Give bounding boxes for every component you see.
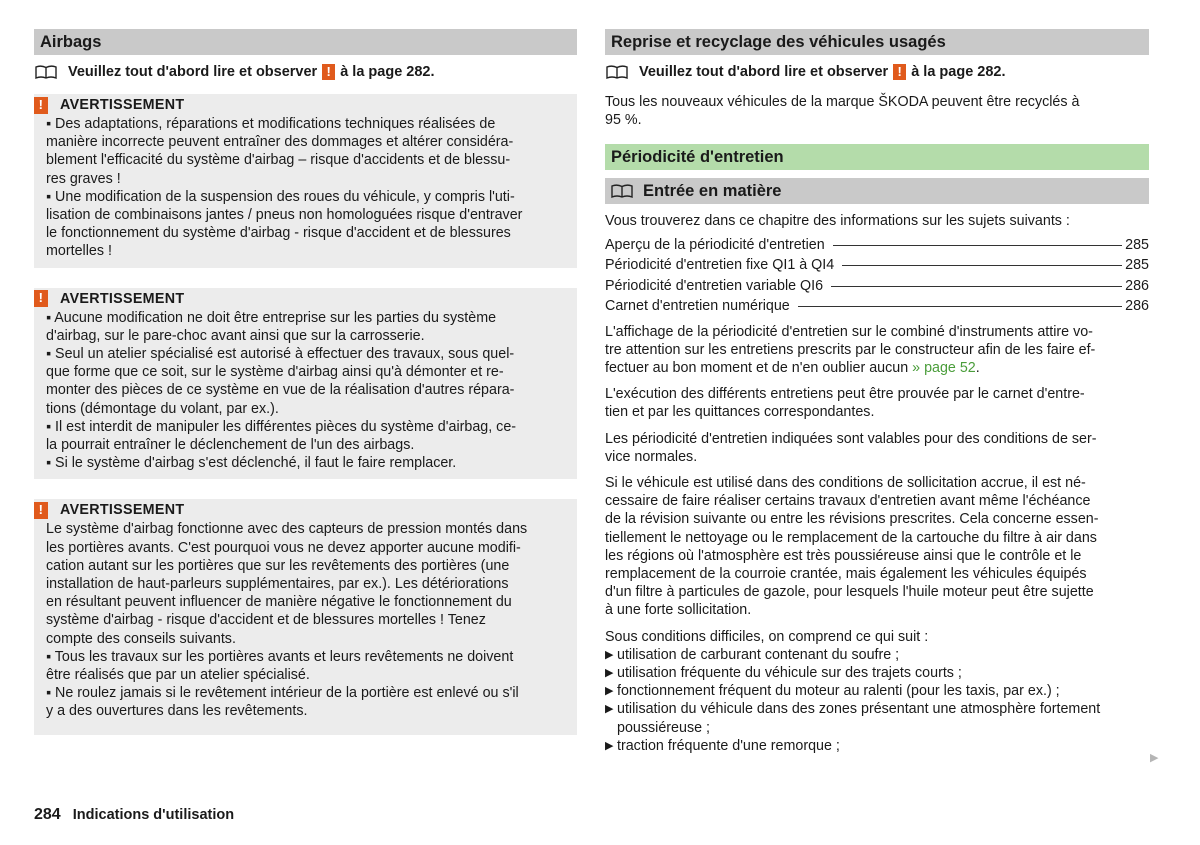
- bullet-triangle-icon: ▶: [605, 648, 614, 661]
- conditions-intro: Sous conditions difficiles, on comprend ce qui suit :: [605, 628, 929, 645]
- paragraph-display: L'affichage de la périodicité d'entretien sur le combiné d'instruments attire vo- tre attention sur les entretiens prescrits par le constructeur afin de les faire ef- fectuer au bon moment et de n'en oublier aucun » page 52.: [605, 323, 1149, 378]
- toc-label: Périodicité d'entretien variable QI6: [605, 277, 824, 294]
- text-line: vice normales.: [605, 448, 698, 465]
- toc-entry[interactable]: [605, 235, 1149, 256]
- toc-label: Aperçu de la périodicité d'entretien: [605, 236, 825, 253]
- warning-line: y a des ouvertures dans les revêtements.: [46, 703, 308, 720]
- section-title-recycling: Reprise et recyclage des véhicules usagés: [605, 29, 1149, 55]
- read-first-text: Veuillez tout d'abord lire et observer: [68, 64, 318, 80]
- bullet-triangle-icon: ▶: [605, 703, 614, 716]
- text-line: cessaire de faire réaliser certains travaux d'entretien avant même l'échéance: [605, 493, 1091, 510]
- list-item: ▶ fonctionnement fréquent du moteur au ralenti (pour les taxis, par ex.) ;: [605, 683, 1060, 700]
- warning-line: ▪ Seul un atelier spécialisé est autorisé à effectuer des travaux, sous quel-: [46, 346, 515, 363]
- warning-line: installation de haut-parleurs supplémentaires, par ex.). Les détériorations: [46, 576, 509, 593]
- subsection-title-intro: [605, 178, 1149, 204]
- toc-page: 285: [1125, 236, 1149, 253]
- warning-icon: !: [34, 290, 48, 307]
- text-line: fectuer au bon moment et de n'en oublier aucun: [605, 360, 909, 377]
- text-line: Tous les nouveaux véhicules de la marque ŠKODA peuvent être recyclés à: [605, 94, 1080, 110]
- warning-icon: !: [322, 64, 335, 80]
- read-first-text: Veuillez tout d'abord lire et observer: [639, 64, 889, 80]
- toc-entry[interactable]: [605, 276, 1149, 297]
- text-line: tiellement le nettoyage ou le remplacement de la cartouche du filtre à air dans: [605, 529, 1097, 546]
- toc-page: 286: [1125, 277, 1149, 294]
- warning-line: ▪ Il est interdit de manipuler les différentes pièces du système d'airbag, ce-: [46, 418, 517, 435]
- warning-box-2: [34, 288, 577, 480]
- bullet-triangle-icon: ▶: [605, 667, 614, 680]
- text-line: L'affichage de la périodicité d'entretien sur le combiné d'instruments attire vo-: [605, 323, 1093, 340]
- warning-box-3: [34, 499, 577, 734]
- warning-line: manière incorrecte peuvent entraîner des dommages et altérer considéra-: [46, 134, 514, 151]
- warning-line: être réalisés que par un atelier spécialisé.: [46, 667, 310, 684]
- book-icon: [35, 65, 57, 79]
- warning-line: d'airbag, sur le pare-choc avant ainsi que sur la carrosserie.: [46, 327, 425, 344]
- book-icon: [611, 184, 633, 198]
- warning-icon: !: [893, 64, 906, 80]
- text-line: remplacement de la courroie crantée, mais également les véhicules équipés: [605, 566, 1087, 583]
- text-line: à une forte sollicitation.: [605, 602, 752, 619]
- subsection-title-text: Entrée en matière: [643, 182, 782, 201]
- warning-title: AVERTISSEMENT: [60, 290, 185, 307]
- warning-line: ▪ Aucune modification ne doit être entreprise sur les parties du système: [46, 309, 497, 326]
- toc-page: 286: [1125, 298, 1149, 315]
- warning-line: Le système d'airbag fonctionne avec des capteurs de pression montés dans: [46, 521, 528, 538]
- toc-label: Carnet d'entretien numérique: [605, 298, 790, 315]
- warning-icon: !: [34, 502, 48, 519]
- warning-line: tions (démontage du volant, par ex.).: [46, 400, 279, 417]
- text-line: Les périodicité d'entretien indiquées sont valables pour des conditions de ser-: [605, 430, 1097, 447]
- conditions-list: [605, 646, 1149, 755]
- warning-line: compte des conseils suivants.: [46, 630, 236, 647]
- text-line: tien et par les quittances correspondantes.: [605, 404, 875, 421]
- warning-line: système d'airbag - risque d'accident et de blessures mortelles ! Tenez: [46, 612, 486, 629]
- warning-line: mortelles !: [46, 243, 112, 260]
- toc-label: Périodicité d'entretien fixe QI1 à QI4: [605, 257, 835, 274]
- read-first-page: à la page 282.: [911, 64, 1006, 80]
- page-footer: [34, 806, 234, 824]
- left-column: [34, 29, 577, 735]
- warning-line: lisation de combinaisons jantes / pneus non homologuées risque d'entraver: [46, 207, 523, 224]
- warning-line: ▪ Une modification de la suspension des roues du véhicule, y compris l'uti-: [46, 188, 515, 205]
- text-line: les régions où l'atmosphère est très poussiéreuse ainsi que le contrôle et le: [605, 547, 1082, 564]
- section-title-maintenance: Périodicité d'entretien: [605, 144, 1149, 170]
- warning-line: ▪ Ne roulez jamais si le revêtement intérieur de la portière est enlevé ou s'il: [46, 685, 519, 702]
- toc-page: 285: [1125, 257, 1149, 274]
- warning-line: en résultant peuvent influencer de manière négative le fonctionnement du: [46, 594, 512, 611]
- right-column: [605, 29, 1149, 755]
- intro-text: Vous trouverez dans ce chapitre des informations sur les sujets suivants :: [605, 213, 1070, 230]
- warning-line: res graves !: [46, 170, 121, 187]
- list-item: ▶ utilisation du véhicule dans des zones présentant une atmosphère fortement poussiéreuse ;: [605, 701, 1101, 736]
- text-line: tre attention sur les entretiens prescrits par le constructeur afin de les faire ef-: [605, 341, 1096, 358]
- text-line: d'un filtre à particules de gazole, pour lesquels l'huile moteur peut être sujette: [605, 584, 1094, 601]
- warning-line: que forme que ce soit, sur le système d'airbag ainsi qu'à démonter et re-: [46, 364, 504, 381]
- warning-line: monter des pièces de ce système en vue de la réalisation d'autres répara-: [46, 382, 515, 399]
- read-first-note: [34, 64, 577, 80]
- table-of-contents: [605, 235, 1149, 317]
- warning-line: le fonctionnement du système d'airbag - risque d'accident et de blessures: [46, 225, 511, 242]
- list-item: ▶ utilisation fréquente du véhicule sur des trajets courts ;: [605, 665, 962, 682]
- read-first-page: à la page 282.: [340, 64, 435, 80]
- warning-line: ▪ Des adaptations, réparations et modifications techniques réalisées de: [46, 116, 496, 132]
- recycling-paragraph: [605, 93, 1149, 129]
- list-item: ▶ traction fréquente d'une remorque ;: [605, 737, 840, 754]
- toc-entry[interactable]: [605, 255, 1149, 276]
- warning-line: cation autant sur les portières que sur les revêtements des portières (une: [46, 557, 510, 574]
- warning-box-1: [34, 94, 577, 268]
- toc-entry[interactable]: [605, 296, 1149, 317]
- warning-line: les portières avants. C'est pourquoi vous ne devez apporter aucune modifi-: [46, 539, 521, 556]
- warning-line: la pourrait entraîner le déclenchement de l'un des airbags.: [46, 437, 415, 454]
- paragraph-conditions: [605, 430, 1149, 466]
- text-line: L'exécution des différents entretiens peut être prouvée par le carnet d'entre-: [605, 386, 1085, 403]
- warning-title: AVERTISSEMENT: [60, 96, 185, 113]
- text-line: 95 %.: [605, 112, 642, 129]
- warning-title: AVERTISSEMENT: [60, 502, 185, 519]
- text-line: Si le véhicule est utilisé dans des conditions de sollicitation accrue, il est né-: [605, 475, 1086, 492]
- warning-line: blement l'efficacité du système d'airbag – risque d'accidents et de blessu-: [46, 152, 511, 169]
- read-first-note: [605, 64, 1149, 80]
- list-item: ▶ utilisation de carburant contenant du soufre ;: [605, 646, 900, 663]
- bullet-triangle-icon: ▶: [605, 685, 614, 698]
- warning-icon: !: [34, 97, 48, 114]
- section-title-airbags: Airbags: [34, 29, 577, 55]
- bullet-triangle-icon: ▶: [605, 739, 614, 752]
- warning-line: ▪ Si le système d'airbag s'est déclenché, il faut le faire remplacer.: [46, 455, 457, 472]
- page-number: 284: [34, 806, 61, 823]
- text-line: de la révision suivante ou entre les révisions prescrites. Cela concerne essen-: [605, 511, 1099, 528]
- page-link[interactable]: » page 52: [912, 360, 976, 377]
- paragraph-heavy-use: [605, 474, 1149, 620]
- next-page-arrow-icon: ▶: [1150, 752, 1159, 764]
- book-icon: [606, 65, 628, 79]
- paragraph-proof: [605, 385, 1149, 421]
- warning-line: ▪ Tous les travaux sur les portières avants et leurs revêtements ne doivent: [46, 648, 514, 665]
- chapter-title: Indications d'utilisation: [72, 807, 235, 823]
